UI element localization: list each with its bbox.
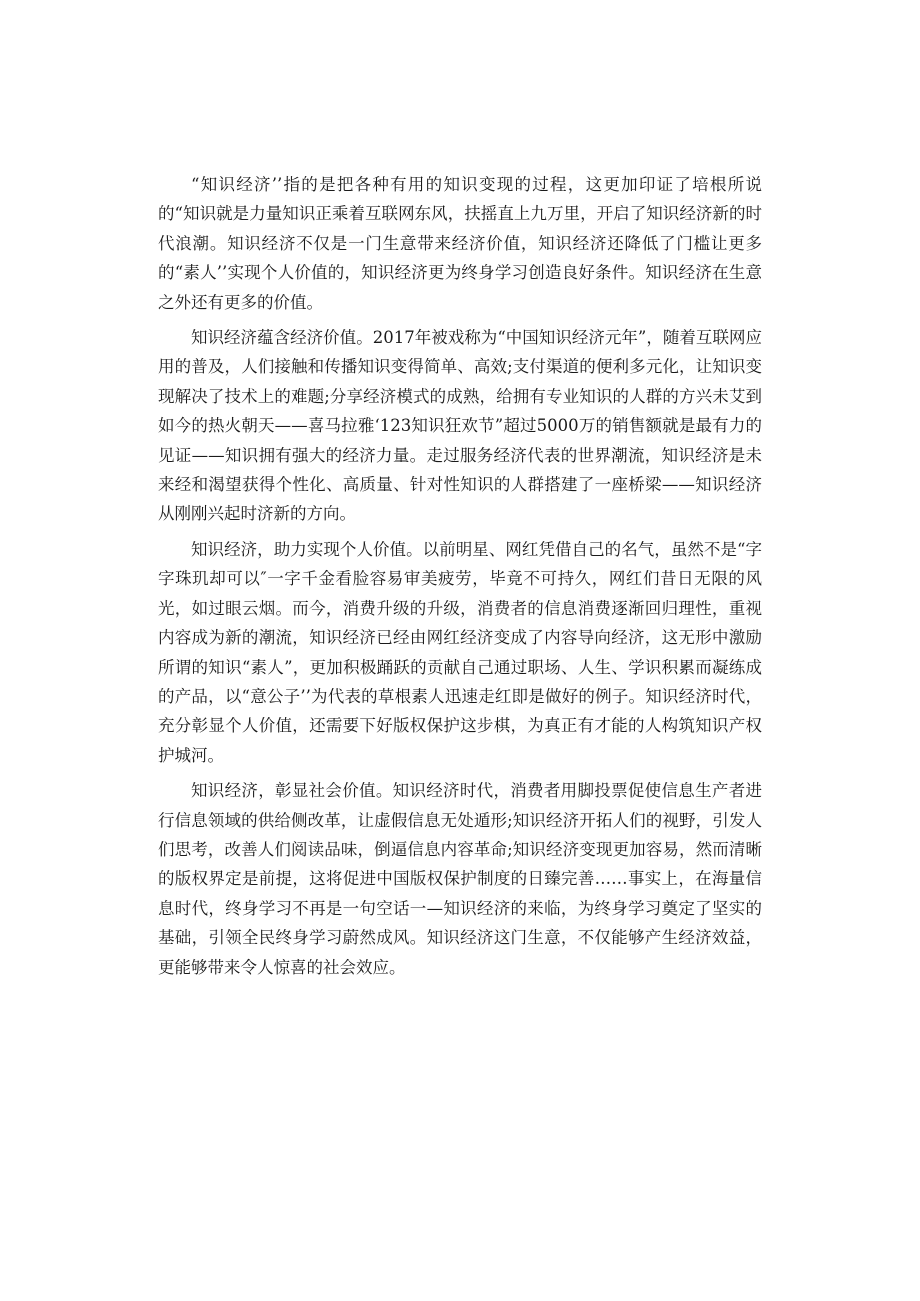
paragraph-4: 知识经济，彰显社会价值。知识经济时代，消费者用脚投票促使信息生产者进行信息领域的供给侧改革，让虚假信息无处遁形;知识经济开拓人们的视野，引发人们思考，改善人们阅读品味，倒逼信息内容革命;知识经济变现更加容易，然而清晰的版权界定是前提，这将促进中国版权保护制度的日臻完善……事实上，在海量信息时代，终身学习不再是一句空话一—知识经济的来临，为终身学习奠定了坚实的基础，引领全民终身学习蔚然成风。知识经济这门生意，不仅能够产生经济效益，更能够带来令人惊喜的社会效应。	[158, 781, 762, 977]
paragraph-1: “知识经济’’指的是把各种有用的知识变现的过程，这更加印证了培根所说的“知识就是力量知识正乘着互联网东风，扶摇直上九万里，开启了知识经济新的时代浪潮。知识经济不仅是一门生意带来经济价值，知识经济还降低了门槛让更多的“素人’’实现个人价值的，知识经济更为终身学习创造良好条件。知识经济在生意之外还有更多的价值。	[158, 175, 762, 312]
paragraph-2: 知识经济蕴含经济价值。2017年被戏称为“中国知识经济元年”，随着互联网应用的普及，人们接触和传播知识变得简单、高效;支付渠道的便利多元化，让知识变现解决了技术上的难题;分享经济模式的成熟，给拥有专业知识的人群的方兴未艾到如今的热火朝天——喜马拉雅‘123知识狂欢节”超过5000万的销售额就是最有力的见证——知识拥有强大的经济力量。走过服务经济代表的世界潮流，知识经济是未来经和渴望获得个性化、高质量、针对性知识的人群搭建了一座桥梁——知识经济从刚刚兴起时济新的方向。	[158, 328, 762, 524]
paragraph-3: 知识经济，助力实现个人价值。以前明星、网红凭借自己的名气，虽然不是“字字珠玑却可以″一字千金看脸容易审美疲劳，毕竟不可持久，网红们昔日无限的风光，如过眼云烟。而今，消费升级的升级，消费者的信息消费逐渐回归理性，重视内容成为新的潮流，知识经济已经由网红经济变成了内容导向经济，这无形中激励所谓的知识“素人”，更加积极踊跃的贡献自己通过职场、人生、学识积累而凝练成的产品，以“意公子’’为代表的草根素人迅速走红即是做好的例子。知识经济时代，充分彰显个人价值，还需要下好版权保护这步棋，为真正有才能的人构筑知识产权护城河。	[158, 539, 762, 765]
document-body	[158, 170, 762, 988]
